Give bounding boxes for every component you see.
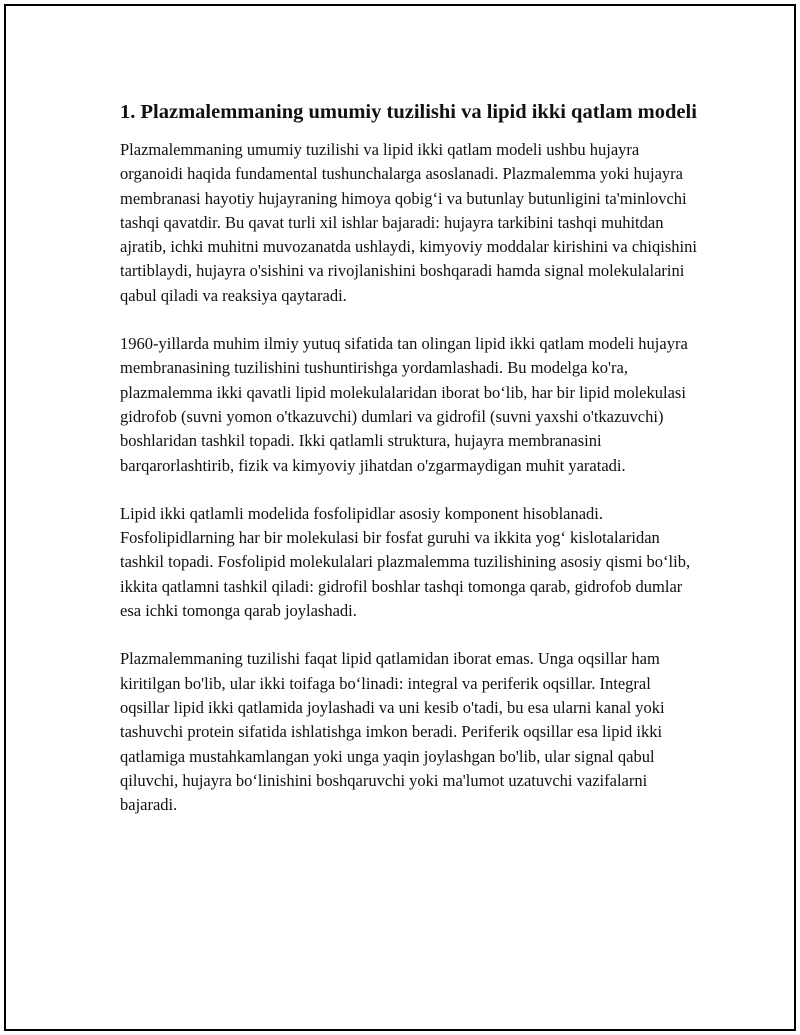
paragraph-3: Lipid ikki qatlamli modelida fosfolipidlar asosiy komponent hisoblanadi. Fosfolipidlarning har bir molekulasi bir fosfat guruhi va ikkita yog‘ kislotalaridan tashkil topadi. Fosfolipid molekulalari plazmalemma tuzilishining asosiy qismi bo‘lib, ikkita qatlamni tashkil qiladi: gidrofil boshlar tashqi tomonga qarab, gidrofob dumlar esa ichki tomonga qarab joylashadi. bbox=[120, 503, 691, 621]
paragraph-1: Plazmalemmaning umumiy tuzilishi va lipid ikki qatlam modeli ushbu hujayra organoidi haqida fundamental tushunchalarga asoslanadi. Plazmalemma yoki hujayra membranasi hayotiy hujayraning himoya qobig‘i va butunlay butunligini ta'minlovchi tashqi qavatdir. Bu qavat turli xil ishlar bajaradi: hujayra tarkibini tashqi muhitdan ajratib, ichki muhitni muvozanatda ushlaydi, kimyoviy moddalar kirishini va chiqishini tartiblaydi, hujayra o'sishini va rivojlanishini boshqaradi hamda signal molekulalarini qabul qiladi va reaksiya qaytaradi. bbox=[120, 140, 697, 305]
document-body bbox=[120, 99, 700, 817]
paragraph-4: Plazmalemmaning tuzilishi faqat lipid qatlamidan iborat emas. Unga oqsillar ham kiritilgan bo'lib, ular ikki toifaga bo‘linadi: integral va periferik oqsillar. Integral oqsillar lipid ikki qatlamida joylashadi va uni kesib o'tadi, bu esa ularni kanal yoki tashuvchi protein sifatida ishlatishga imkon beradi. Periferik oqsillar esa lipid ikki qatlamiga mustahkamlangan yoki unga yaqin joylashgan bo'lib, ular signal qabul qiluvchi, hujayra bo‘linishini boshqaruvchi yoki ma'lumot uzatuvchi vazifalarni bajaradi. bbox=[120, 649, 665, 815]
page-frame bbox=[4, 4, 796, 1031]
paragraph-2: 1960-yillarda muhim ilmiy yutuq sifatida tan olingan lipid ikki qatlam modeli hujayra membranasining tuzilishini tushuntirishga yordamlashadi. Bu modelga ko'ra, plazmalemma ikki qavatli lipid molekulalaridan iborat bo‘lib, har bir lipid molekulasi gidrofob (suvni yomon o'tkazuvchi) dumlari va gidrofil (suvni yaxshi o'tkazuvchi) boshlaridan tashkil topadi. Ikki qatlamli struktura, hujayra membranasini barqarorlashtirib, fizik va kimyoviy jihatdan o'zgarmaydigan muhit yaratadi. bbox=[120, 334, 688, 475]
section-heading: 1. Plazmalemmaning umumiy tuzilishi va lipid ikki qatlam modeli bbox=[120, 101, 697, 123]
